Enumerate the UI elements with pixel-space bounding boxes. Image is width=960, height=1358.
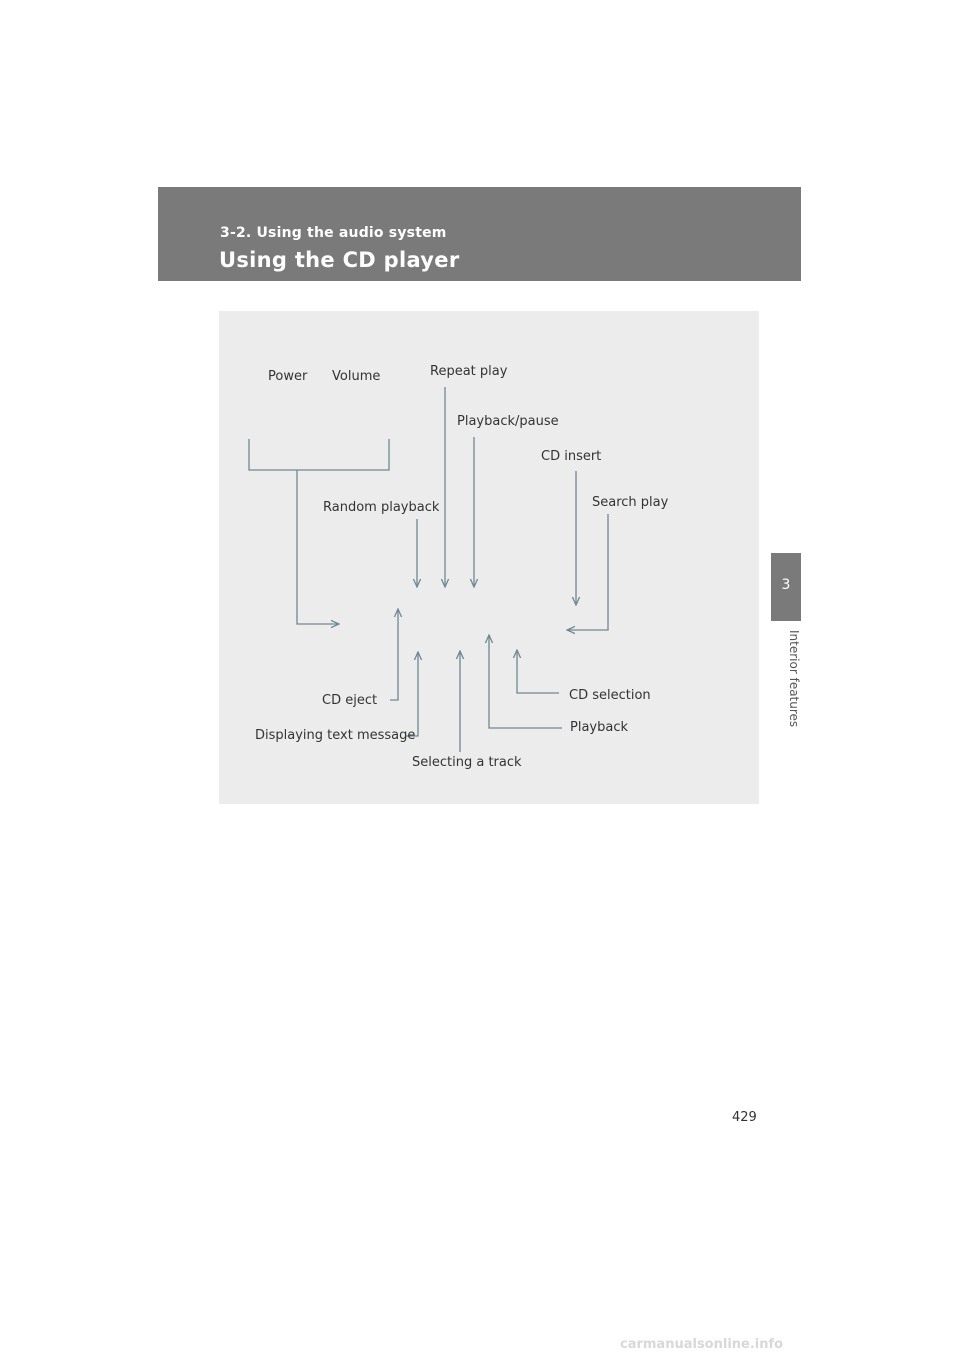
displaying-text-leader: [405, 652, 418, 736]
search-play-leader: [567, 514, 608, 630]
callout-power: Power: [268, 369, 308, 384]
callout-volume: Volume: [332, 369, 381, 384]
callout-displaying-text-message: Displaying text message: [255, 728, 416, 743]
callout-cd-selection: CD selection: [569, 688, 651, 703]
page-number: 429: [732, 1110, 757, 1125]
chapter-number: 3: [781, 577, 791, 593]
callout-search-play: Search play: [592, 495, 669, 510]
watermark: carmanualsonline.info: [620, 1337, 784, 1352]
callout-cd-eject: CD eject: [322, 693, 378, 708]
section-heading: 3-2. Using the audio system: [220, 225, 447, 241]
callout-cd-insert: CD insert: [541, 449, 602, 464]
callout-selecting-a-track: Selecting a track: [412, 755, 522, 770]
playback-leader: [489, 635, 562, 728]
chapter-label: Interior features: [787, 630, 801, 728]
cd-player-figure: [219, 311, 759, 804]
power-volume-leader: [249, 439, 389, 624]
callout-playback-pause: Playback/pause: [457, 414, 559, 429]
callout-repeat-play: Repeat play: [430, 364, 508, 379]
cd-selection-leader: [517, 650, 559, 693]
page-header: [158, 187, 801, 281]
callout-playback: Playback: [570, 720, 629, 735]
chapter-tab: [771, 553, 801, 621]
page-title: Using the CD player: [219, 248, 460, 272]
callout-random-playback: Random playback: [323, 500, 440, 515]
cd-eject-leader: [390, 609, 398, 700]
